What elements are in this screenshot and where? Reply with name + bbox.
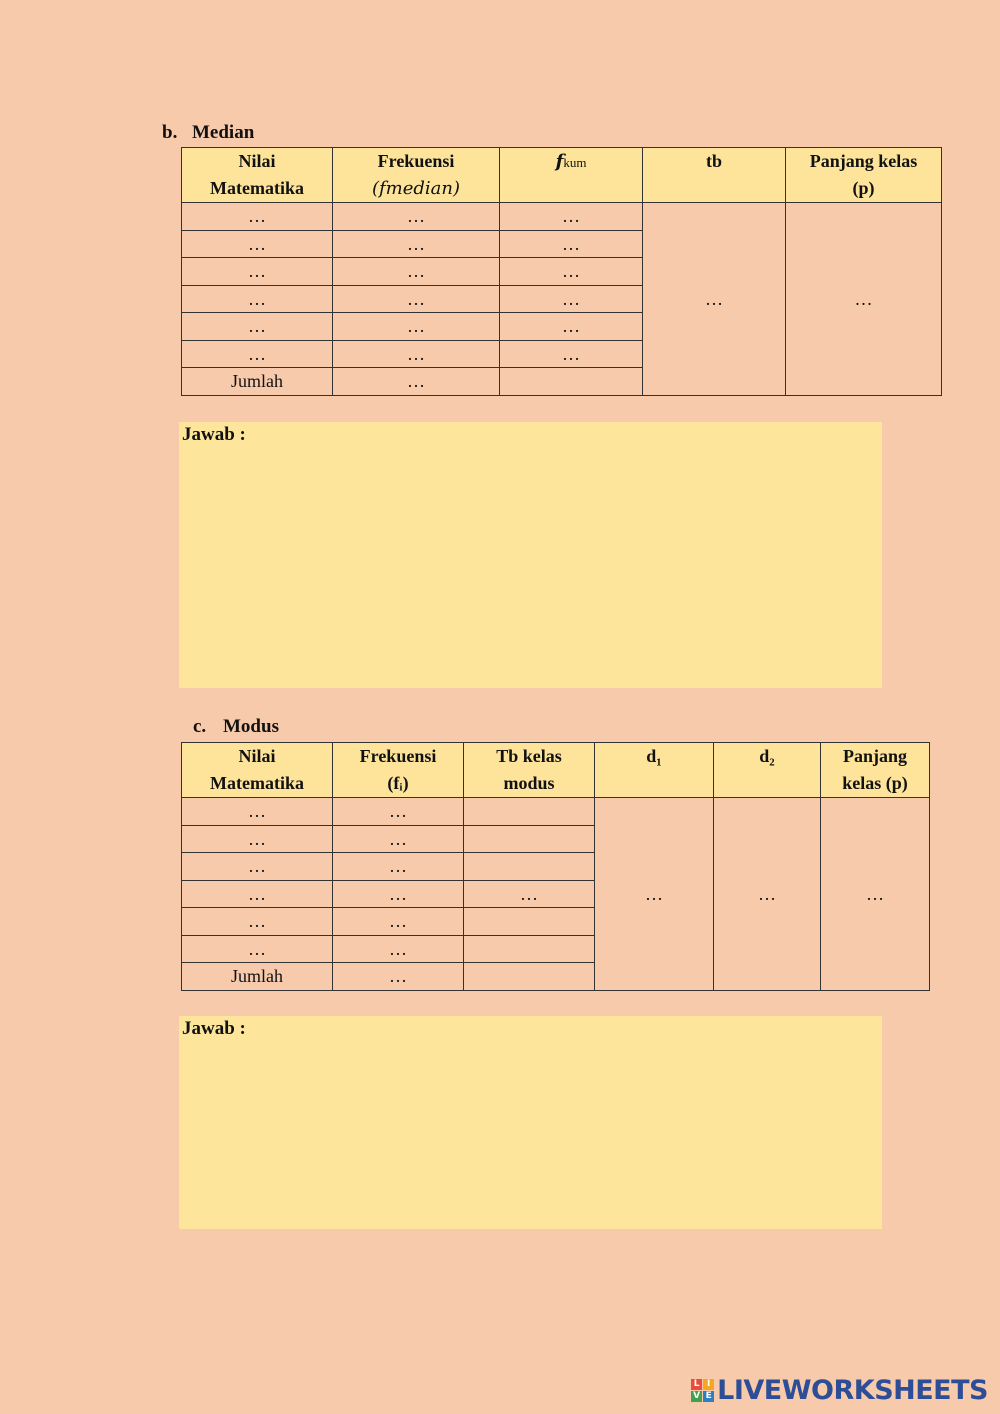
modus-cell-nilai[interactable]: …	[182, 908, 333, 936]
logo-letter-e: E	[703, 1391, 714, 1402]
median-cell-panjang[interactable]: …	[786, 203, 942, 396]
median-header-panjang-line2: (p)	[852, 178, 875, 198]
modus-cell-tb-empty	[464, 798, 595, 826]
logo-letter-i: I	[703, 1379, 714, 1390]
median-header-tb: tb	[643, 148, 786, 203]
median-header-nilai-line1: Nilai	[238, 151, 276, 171]
modus-answer-box[interactable]	[179, 1016, 882, 1229]
modus-table-row	[182, 798, 930, 826]
median-cell-nilai[interactable]: …	[182, 340, 333, 368]
liveworksheets-logo	[691, 1372, 988, 1408]
modus-header-row	[182, 743, 930, 798]
modus-cell-tb[interactable]: …	[464, 880, 595, 908]
median-cell-frekuensi[interactable]: …	[333, 203, 500, 231]
median-answer-label: Jawab :	[182, 424, 246, 445]
modus-cell-frekuensi[interactable]: …	[333, 935, 464, 963]
median-header-row	[182, 148, 942, 203]
modus-cell-nilai[interactable]: …	[182, 853, 333, 881]
median-cell-nilai[interactable]: …	[182, 258, 333, 286]
modus-cell-nilai[interactable]: …	[182, 935, 333, 963]
median-header-frekuensi	[333, 148, 500, 203]
median-cell-nilai[interactable]: …	[182, 203, 333, 231]
median-cell-fkum[interactable]: …	[500, 230, 643, 258]
median-cell-fkum[interactable]: …	[500, 285, 643, 313]
modus-header-frekuensi-line1: Frekuensi	[359, 746, 437, 766]
median-cell-frekuensi[interactable]: …	[333, 230, 500, 258]
median-cell-frekuensi[interactable]: …	[333, 285, 500, 313]
liveworksheets-logo-mark	[691, 1379, 714, 1402]
modus-header-tb-line2: modus	[503, 773, 555, 793]
modus-header-d2: d₂	[714, 743, 821, 798]
median-total-value[interactable]: …	[333, 368, 500, 396]
modus-cell-frekuensi[interactable]: …	[333, 880, 464, 908]
modus-cell-nilai[interactable]: …	[182, 798, 333, 826]
modus-table	[181, 742, 930, 991]
median-cell-frekuensi[interactable]: …	[333, 258, 500, 286]
median-table-row	[182, 203, 942, 231]
modus-cell-panjang[interactable]: …	[821, 798, 930, 991]
median-header-frekuensi-line1: Frekuensi	[377, 151, 455, 171]
modus-cell-nilai[interactable]: …	[182, 880, 333, 908]
median-header-fkum	[500, 148, 643, 203]
median-header-fkum-f: f	[555, 151, 564, 172]
median-table	[181, 147, 942, 396]
modus-header-panjang-line2: kelas (p)	[842, 773, 908, 793]
median-header-frekuensi-line2: (fmedian)	[371, 178, 461, 199]
median-answer-box[interactable]	[179, 422, 882, 688]
modus-cell-tb-empty	[464, 825, 595, 853]
modus-cell-nilai[interactable]: …	[182, 825, 333, 853]
modus-cell-tb-empty	[464, 853, 595, 881]
modus-cell-d1[interactable]: …	[595, 798, 714, 991]
modus-answer-label: Jawab :	[182, 1018, 246, 1039]
median-cell-frekuensi[interactable]: …	[333, 340, 500, 368]
modus-cell-frekuensi[interactable]: …	[333, 853, 464, 881]
modus-header-tb-line1: Tb kelas	[496, 746, 562, 766]
median-cell-tb[interactable]: …	[643, 203, 786, 396]
modus-header-frekuensi-line2: (fᵢ)	[387, 773, 409, 793]
modus-cell-tb-empty	[464, 908, 595, 936]
modus-header-nilai-line1: Nilai	[238, 746, 276, 766]
modus-header-panjang-line1: Panjang	[842, 746, 907, 766]
median-cell-nilai[interactable]: …	[182, 285, 333, 313]
median-header-fkum-sub: kum	[563, 155, 587, 170]
modus-total-label: Jumlah	[182, 963, 333, 991]
logo-letter-l: L	[691, 1379, 702, 1390]
modus-header-d1: d₁	[595, 743, 714, 798]
median-header-nilai	[182, 148, 333, 203]
median-section-letter: b.	[162, 122, 178, 143]
modus-cell-frekuensi[interactable]: …	[333, 908, 464, 936]
modus-header-tb	[464, 743, 595, 798]
modus-cell-tb-empty	[464, 935, 595, 963]
modus-cell-d2[interactable]: …	[714, 798, 821, 991]
median-header-nilai-line2: Matematika	[210, 178, 304, 198]
median-cell-fkum[interactable]: …	[500, 340, 643, 368]
median-header-panjang-line1: Panjang kelas	[809, 151, 918, 171]
median-cell-fkum[interactable]: …	[500, 313, 643, 341]
median-header-panjang	[786, 148, 942, 203]
median-cell-fkum[interactable]: …	[500, 258, 643, 286]
median-section-label: Median	[192, 122, 255, 143]
median-cell-nilai[interactable]: …	[182, 313, 333, 341]
logo-letter-v: V	[691, 1391, 702, 1402]
modus-section-title	[193, 716, 279, 738]
median-cell-fkum[interactable]: …	[500, 203, 643, 231]
median-total-empty	[500, 368, 643, 396]
median-section-title	[162, 122, 254, 144]
modus-header-panjang	[821, 743, 930, 798]
median-cell-frekuensi[interactable]: …	[333, 313, 500, 341]
modus-cell-frekuensi[interactable]: …	[333, 825, 464, 853]
modus-total-empty	[464, 963, 595, 991]
median-cell-nilai[interactable]: …	[182, 230, 333, 258]
modus-header-frekuensi	[333, 743, 464, 798]
modus-total-value[interactable]: …	[333, 963, 464, 991]
modus-section-letter: c.	[193, 716, 207, 737]
modus-header-nilai-line2: Matematika	[210, 773, 304, 793]
median-total-label: Jumlah	[182, 368, 333, 396]
modus-cell-frekuensi[interactable]: …	[333, 798, 464, 826]
modus-section-label: Modus	[223, 716, 279, 737]
liveworksheets-logo-text: LIVEWORKSHEETS	[717, 1374, 988, 1406]
modus-header-nilai	[182, 743, 333, 798]
